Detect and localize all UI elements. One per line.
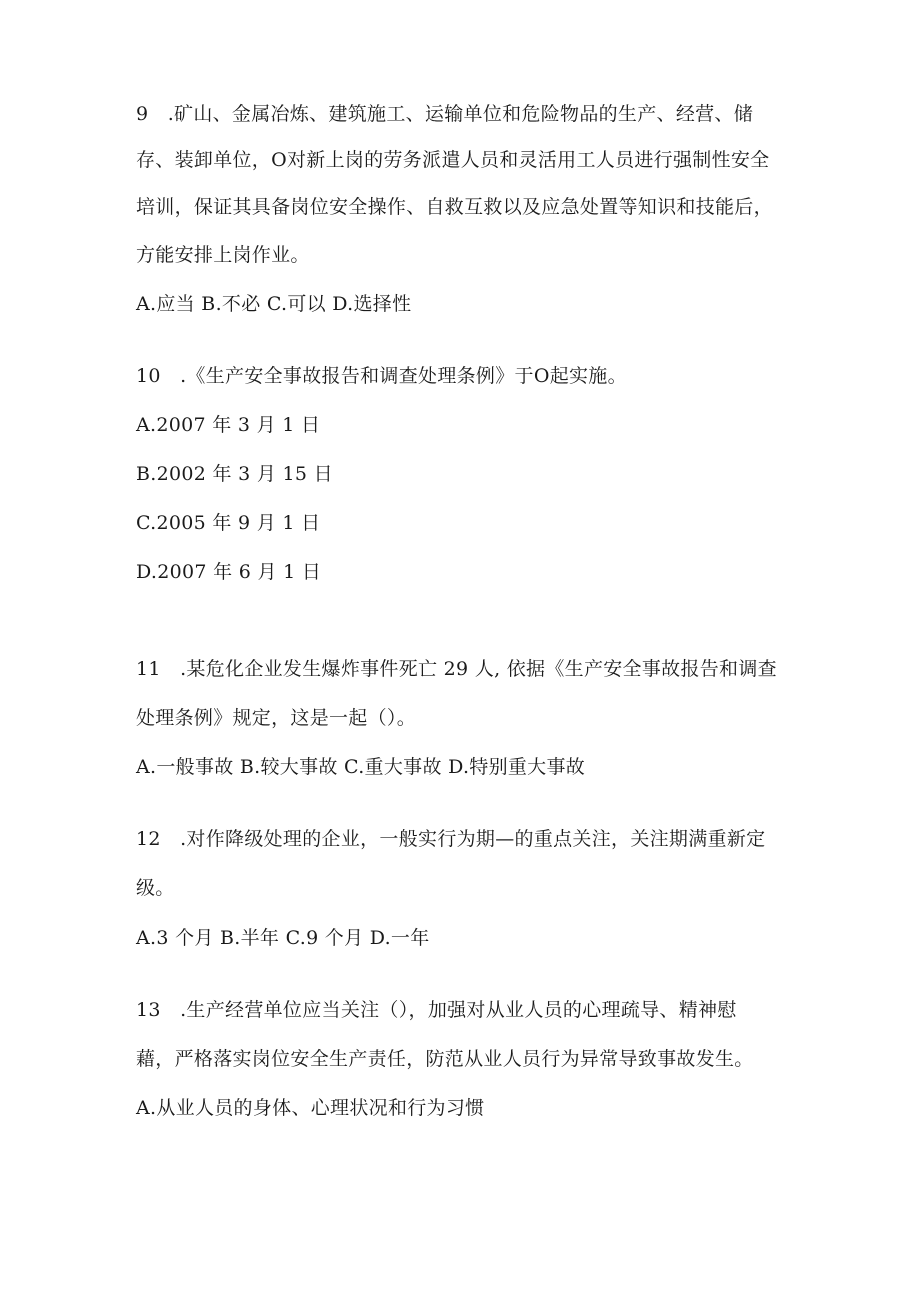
question-12-options: A.3 个月 B.半年 C.9 个月 D.一年 — [136, 927, 430, 949]
question-10-option-a: A.2007 年 3 月 1 日 — [136, 414, 321, 436]
question-10-option-d: D.2007 年 6 月 1 日 — [136, 561, 322, 583]
question-10-option-b: B.2002 年 3 月 15 日 — [136, 463, 333, 485]
question-10-line-1: 10 .《生产安全事故报告和调查处理条例》于O起实施。 — [136, 365, 627, 387]
question-11-line-1: 11 .某危化企业发生爆炸事件死亡 29 人, 依据《生产安全事故报告和调查 — [136, 658, 777, 680]
question-9-line-4: 方能安排上岗作业。 — [136, 244, 310, 266]
question-12-line-1: 12 .对作降级处理的企业，一般实行为期—的重点关注，关注期满重新定 — [136, 828, 766, 850]
question-9-line-1: 9 .矿山、金属冶炼、建筑施工、运输单位和危险物品的生产、经营、储 — [136, 103, 754, 125]
question-10-option-c: C.2005 年 9 月 1 日 — [136, 512, 321, 534]
question-11-line-2: 处理条例》规定，这是一起（）。 — [136, 707, 417, 729]
question-13-option-a: A.从业人员的身体、心理状况和行为习惯 — [136, 1097, 485, 1119]
question-13-line-2: 藉，严格落实岗位安全生产责任，防范从业人员行为异常导致事故发生。 — [136, 1048, 754, 1070]
question-11-options: A.一般事故 B.较大事故 C.重大事故 D.特别重大事故 — [136, 756, 586, 778]
question-9-line-2: 存、装卸单位，O对新上岗的劳务派遣人员和灵活用工人员进行强制性安全 — [136, 149, 770, 171]
question-9-options: A.应当 B.不必 C.可以 D.选择性 — [136, 293, 412, 315]
question-13-line-1: 13 .生产经营单位应当关注（），加强对从业人员的心理疏导、精神慰 — [136, 999, 737, 1021]
question-12-line-2: 级。 — [136, 877, 175, 899]
question-9-line-3: 培训，保证其具备岗位安全操作、自救互救以及应急处置等知识和技能后， — [136, 196, 773, 218]
